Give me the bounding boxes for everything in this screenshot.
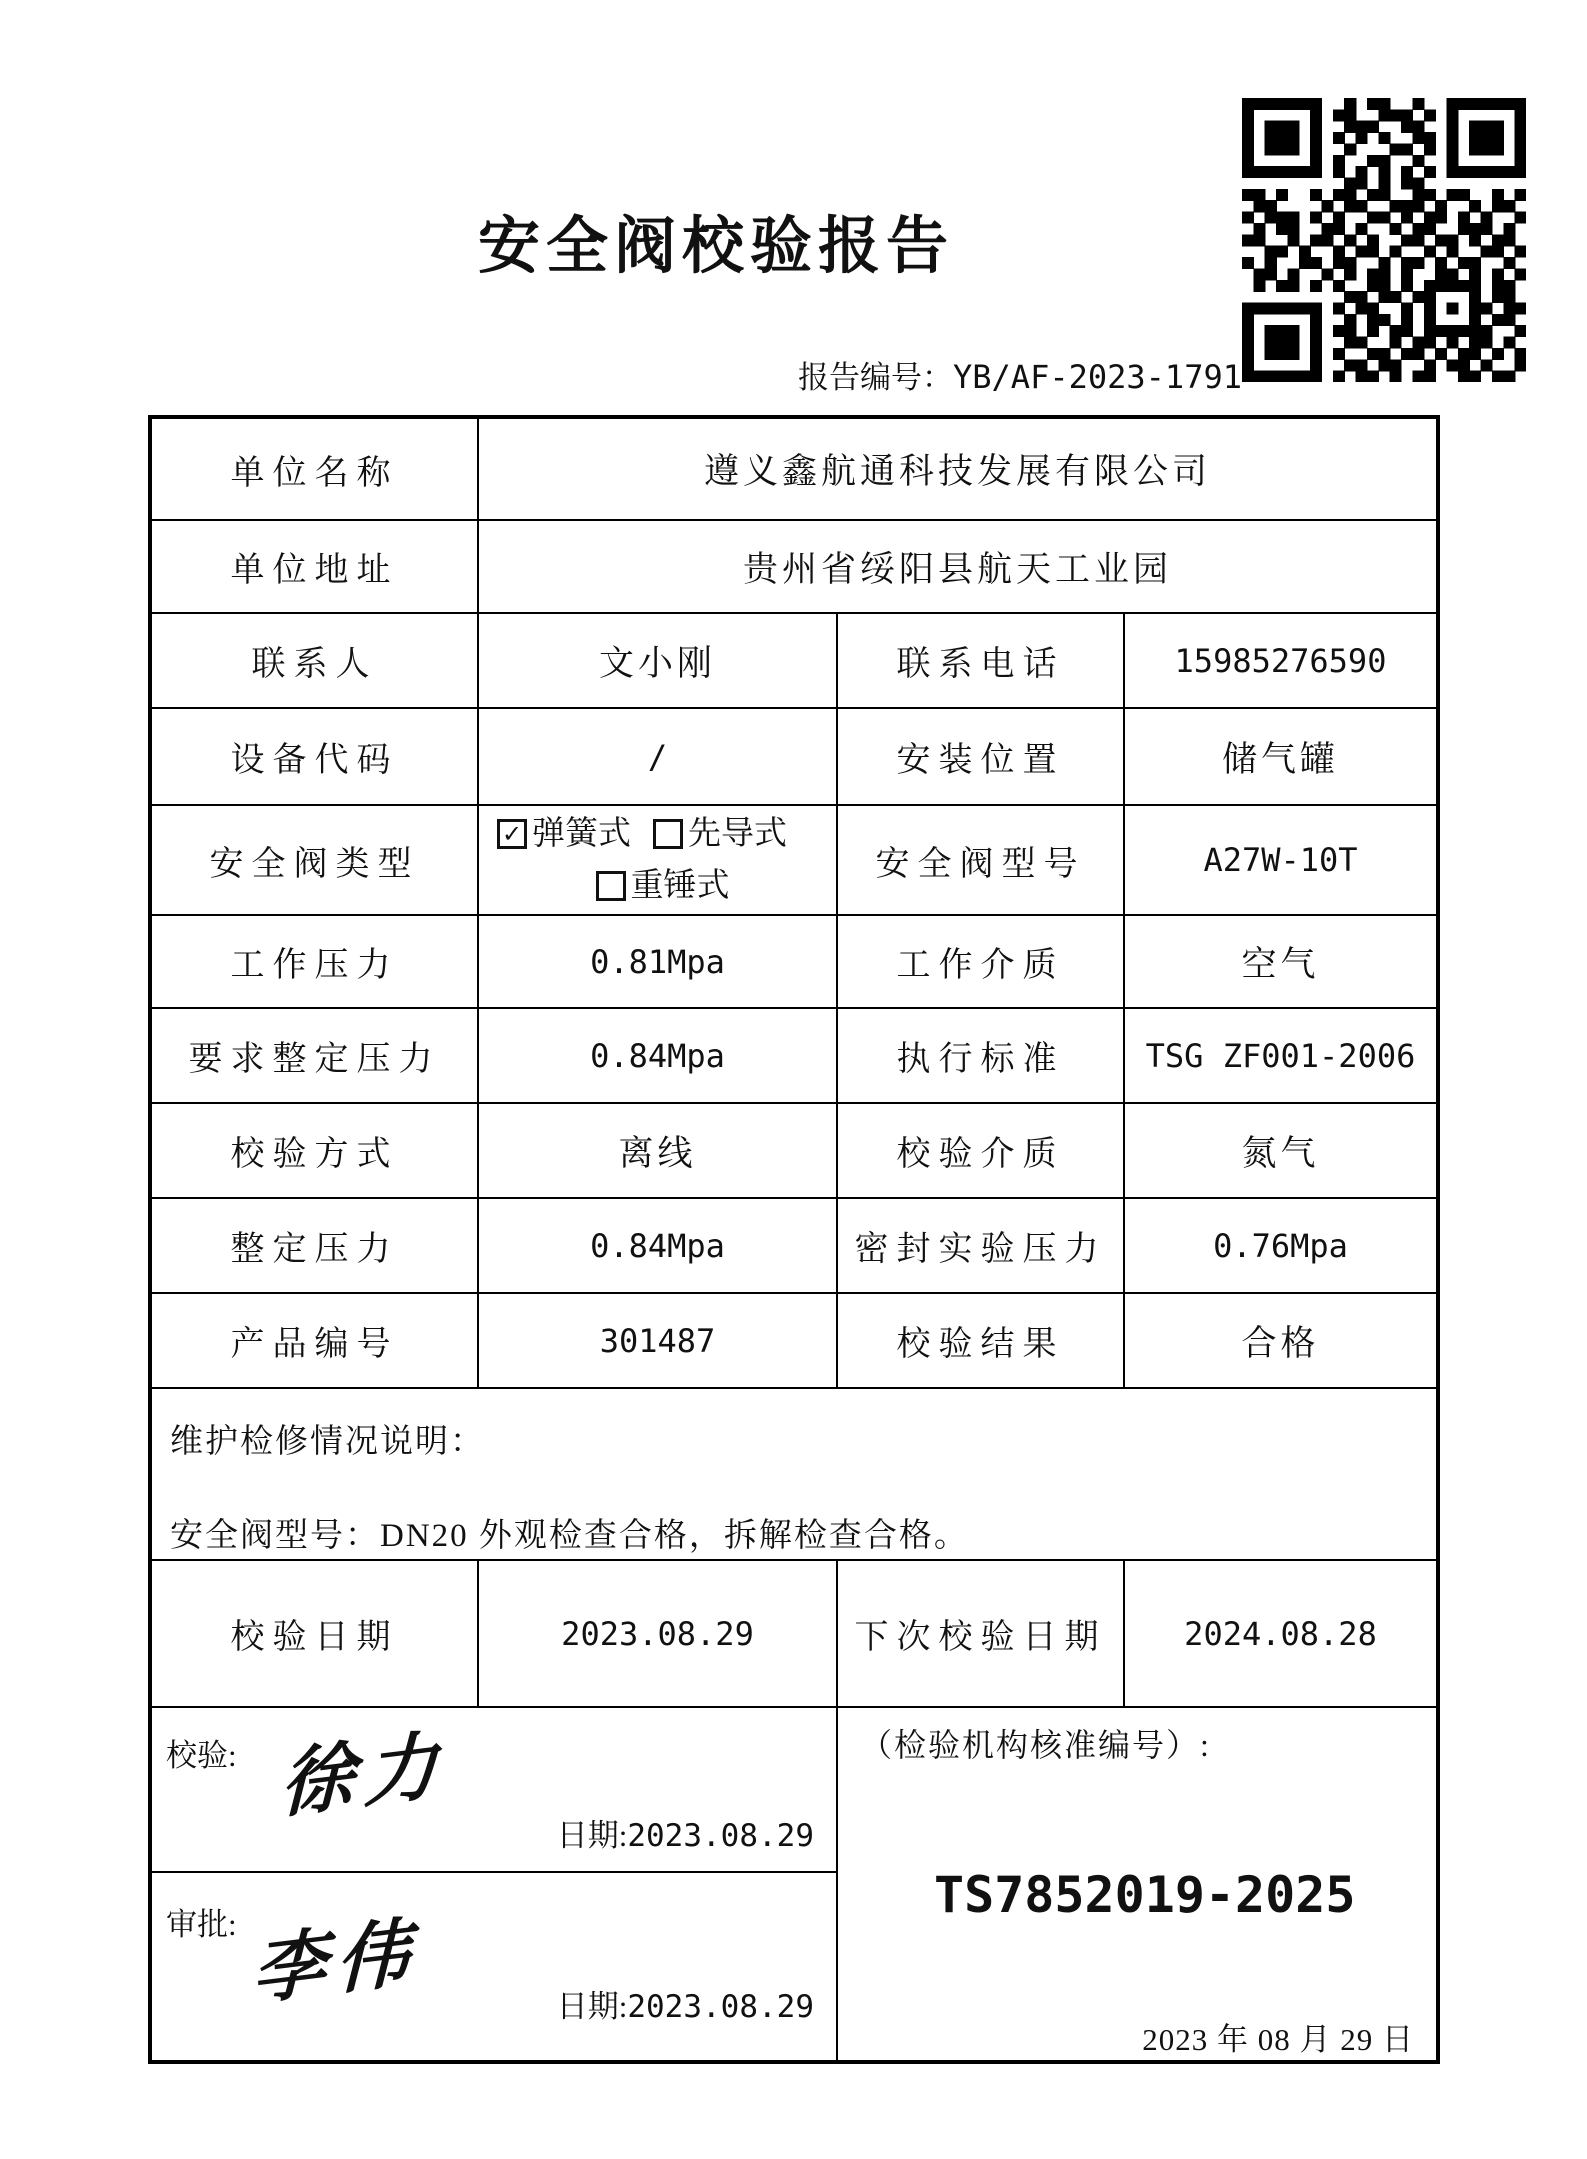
working-pressure-label: 工作压力	[230, 947, 399, 984]
product-number-label: 产品编号	[230, 1326, 399, 1363]
checkbox-pilot-label: 先导式	[688, 816, 787, 852]
contact-value: 文小刚	[477, 614, 836, 707]
verifier-label: 校验:	[166, 1738, 237, 1773]
device-code-label: 设备代码	[230, 742, 399, 779]
calibration-method-value: 离线	[477, 1104, 836, 1197]
inspection-org-cell	[836, 1708, 1436, 2060]
checkbox-weight-type	[596, 860, 730, 912]
seal-test-pressure-value: 0.76Mpa	[1123, 1199, 1436, 1292]
checkbox-pilot-type	[653, 808, 787, 860]
valve-type-options	[477, 806, 836, 914]
table-row	[152, 519, 1436, 612]
checkbox-spring-type	[497, 808, 631, 860]
unit-address-value: 贵州省绥阳县航天工业园	[477, 521, 1436, 612]
verifier-date-value: 2023.08.29	[627, 1818, 814, 1854]
report-table	[148, 415, 1440, 2064]
table-row	[152, 1292, 1436, 1387]
device-code-value: /	[477, 709, 836, 804]
table-row	[152, 914, 1436, 1007]
maintenance-note-block	[152, 1387, 1436, 1559]
calibration-medium-label: 校验介质	[836, 1104, 1123, 1197]
maintenance-note-text: 安全阀型号：DN20 外观检查合格，拆解检查合格。	[170, 1518, 969, 1554]
valve-model-value: A27W-10T	[1123, 806, 1436, 914]
approver-date-label: 日期:	[556, 1989, 628, 2024]
table-row	[152, 612, 1436, 707]
table-row	[152, 1559, 1436, 1706]
checked-checkbox-icon: ✓	[497, 819, 527, 849]
report-number-value: YB/AF-2023-1791	[953, 358, 1242, 396]
page-title: 安全阀校验报告	[478, 213, 955, 281]
maintenance-note-title: 维护检修情况说明：	[170, 1424, 485, 1460]
verifier-signature: 徐力	[279, 1724, 448, 1828]
calibration-medium-value: 氮气	[1123, 1104, 1436, 1197]
valve-model-label: 安全阀型号	[836, 806, 1123, 914]
org-approval-date: 2023 年 08 月 29 日	[1142, 2022, 1414, 2057]
verifier-cell	[152, 1708, 836, 1873]
seal-test-pressure-label: 密封实验压力	[836, 1199, 1123, 1292]
unit-name-value: 遵义鑫航通科技发展有限公司	[477, 419, 1436, 519]
approver-signature: 李伟	[251, 1911, 420, 2015]
calibration-date-value: 2023.08.29	[477, 1561, 836, 1706]
unchecked-checkbox-icon	[596, 871, 626, 901]
working-pressure-value: 0.81Mpa	[477, 916, 836, 1007]
table-row	[152, 1007, 1436, 1102]
table-row	[152, 419, 1436, 519]
checkbox-spring-label: 弹簧式	[532, 816, 631, 852]
calibration-result-value: 合格	[1123, 1294, 1436, 1387]
required-set-pressure-label: 要求整定压力	[188, 1041, 441, 1078]
calibration-method-label: 校验方式	[230, 1136, 399, 1173]
table-row	[152, 804, 1436, 914]
signature-section	[152, 1706, 1436, 2060]
unchecked-checkbox-icon	[653, 819, 683, 849]
calibration-date-label: 校验日期	[230, 1619, 399, 1656]
standard-label: 执行标准	[836, 1009, 1123, 1102]
verifier-date-label: 日期:	[556, 1818, 628, 1853]
checkbox-weight-label: 重锤式	[630, 868, 730, 904]
working-medium-value: 空气	[1123, 916, 1436, 1007]
unit-address-label: 单位地址	[230, 552, 399, 589]
table-row	[152, 1197, 1436, 1292]
org-approval-number-label: （检验机构核准编号）:	[860, 1727, 1211, 1763]
calibration-result-label: 校验结果	[836, 1294, 1123, 1387]
set-pressure-value: 0.84Mpa	[477, 1199, 836, 1292]
contact-label: 联系人	[251, 646, 378, 683]
table-row	[152, 707, 1436, 804]
next-calibration-date-label: 下次校验日期	[836, 1561, 1123, 1706]
report-number-label: 报告编号：	[798, 360, 953, 395]
standard-value: TSG ZF001-2006	[1123, 1009, 1436, 1102]
approver-date-value: 2023.08.29	[627, 1989, 814, 2025]
unit-name-label: 单位名称	[230, 454, 399, 492]
product-number-value: 301487	[477, 1294, 836, 1387]
phone-value: 15985276590	[1123, 614, 1436, 707]
report-number-line	[798, 352, 1242, 397]
qr-code	[1242, 98, 1526, 382]
install-location-label: 安装位置	[836, 709, 1123, 804]
next-calibration-date-value: 2024.08.28	[1123, 1561, 1436, 1706]
install-location-value: 储气罐	[1123, 709, 1436, 804]
set-pressure-label: 整定压力	[230, 1231, 399, 1268]
phone-label: 联系电话	[836, 614, 1123, 707]
org-approval-number-value: TS7852019-2025	[934, 1866, 1356, 1924]
approver-cell	[152, 1873, 836, 2060]
approver-label: 审批:	[166, 1907, 237, 1942]
table-row	[152, 1102, 1436, 1197]
valve-type-label: 安全阀类型	[209, 845, 420, 883]
required-set-pressure-value: 0.84Mpa	[477, 1009, 836, 1102]
working-medium-label: 工作介质	[836, 916, 1123, 1007]
